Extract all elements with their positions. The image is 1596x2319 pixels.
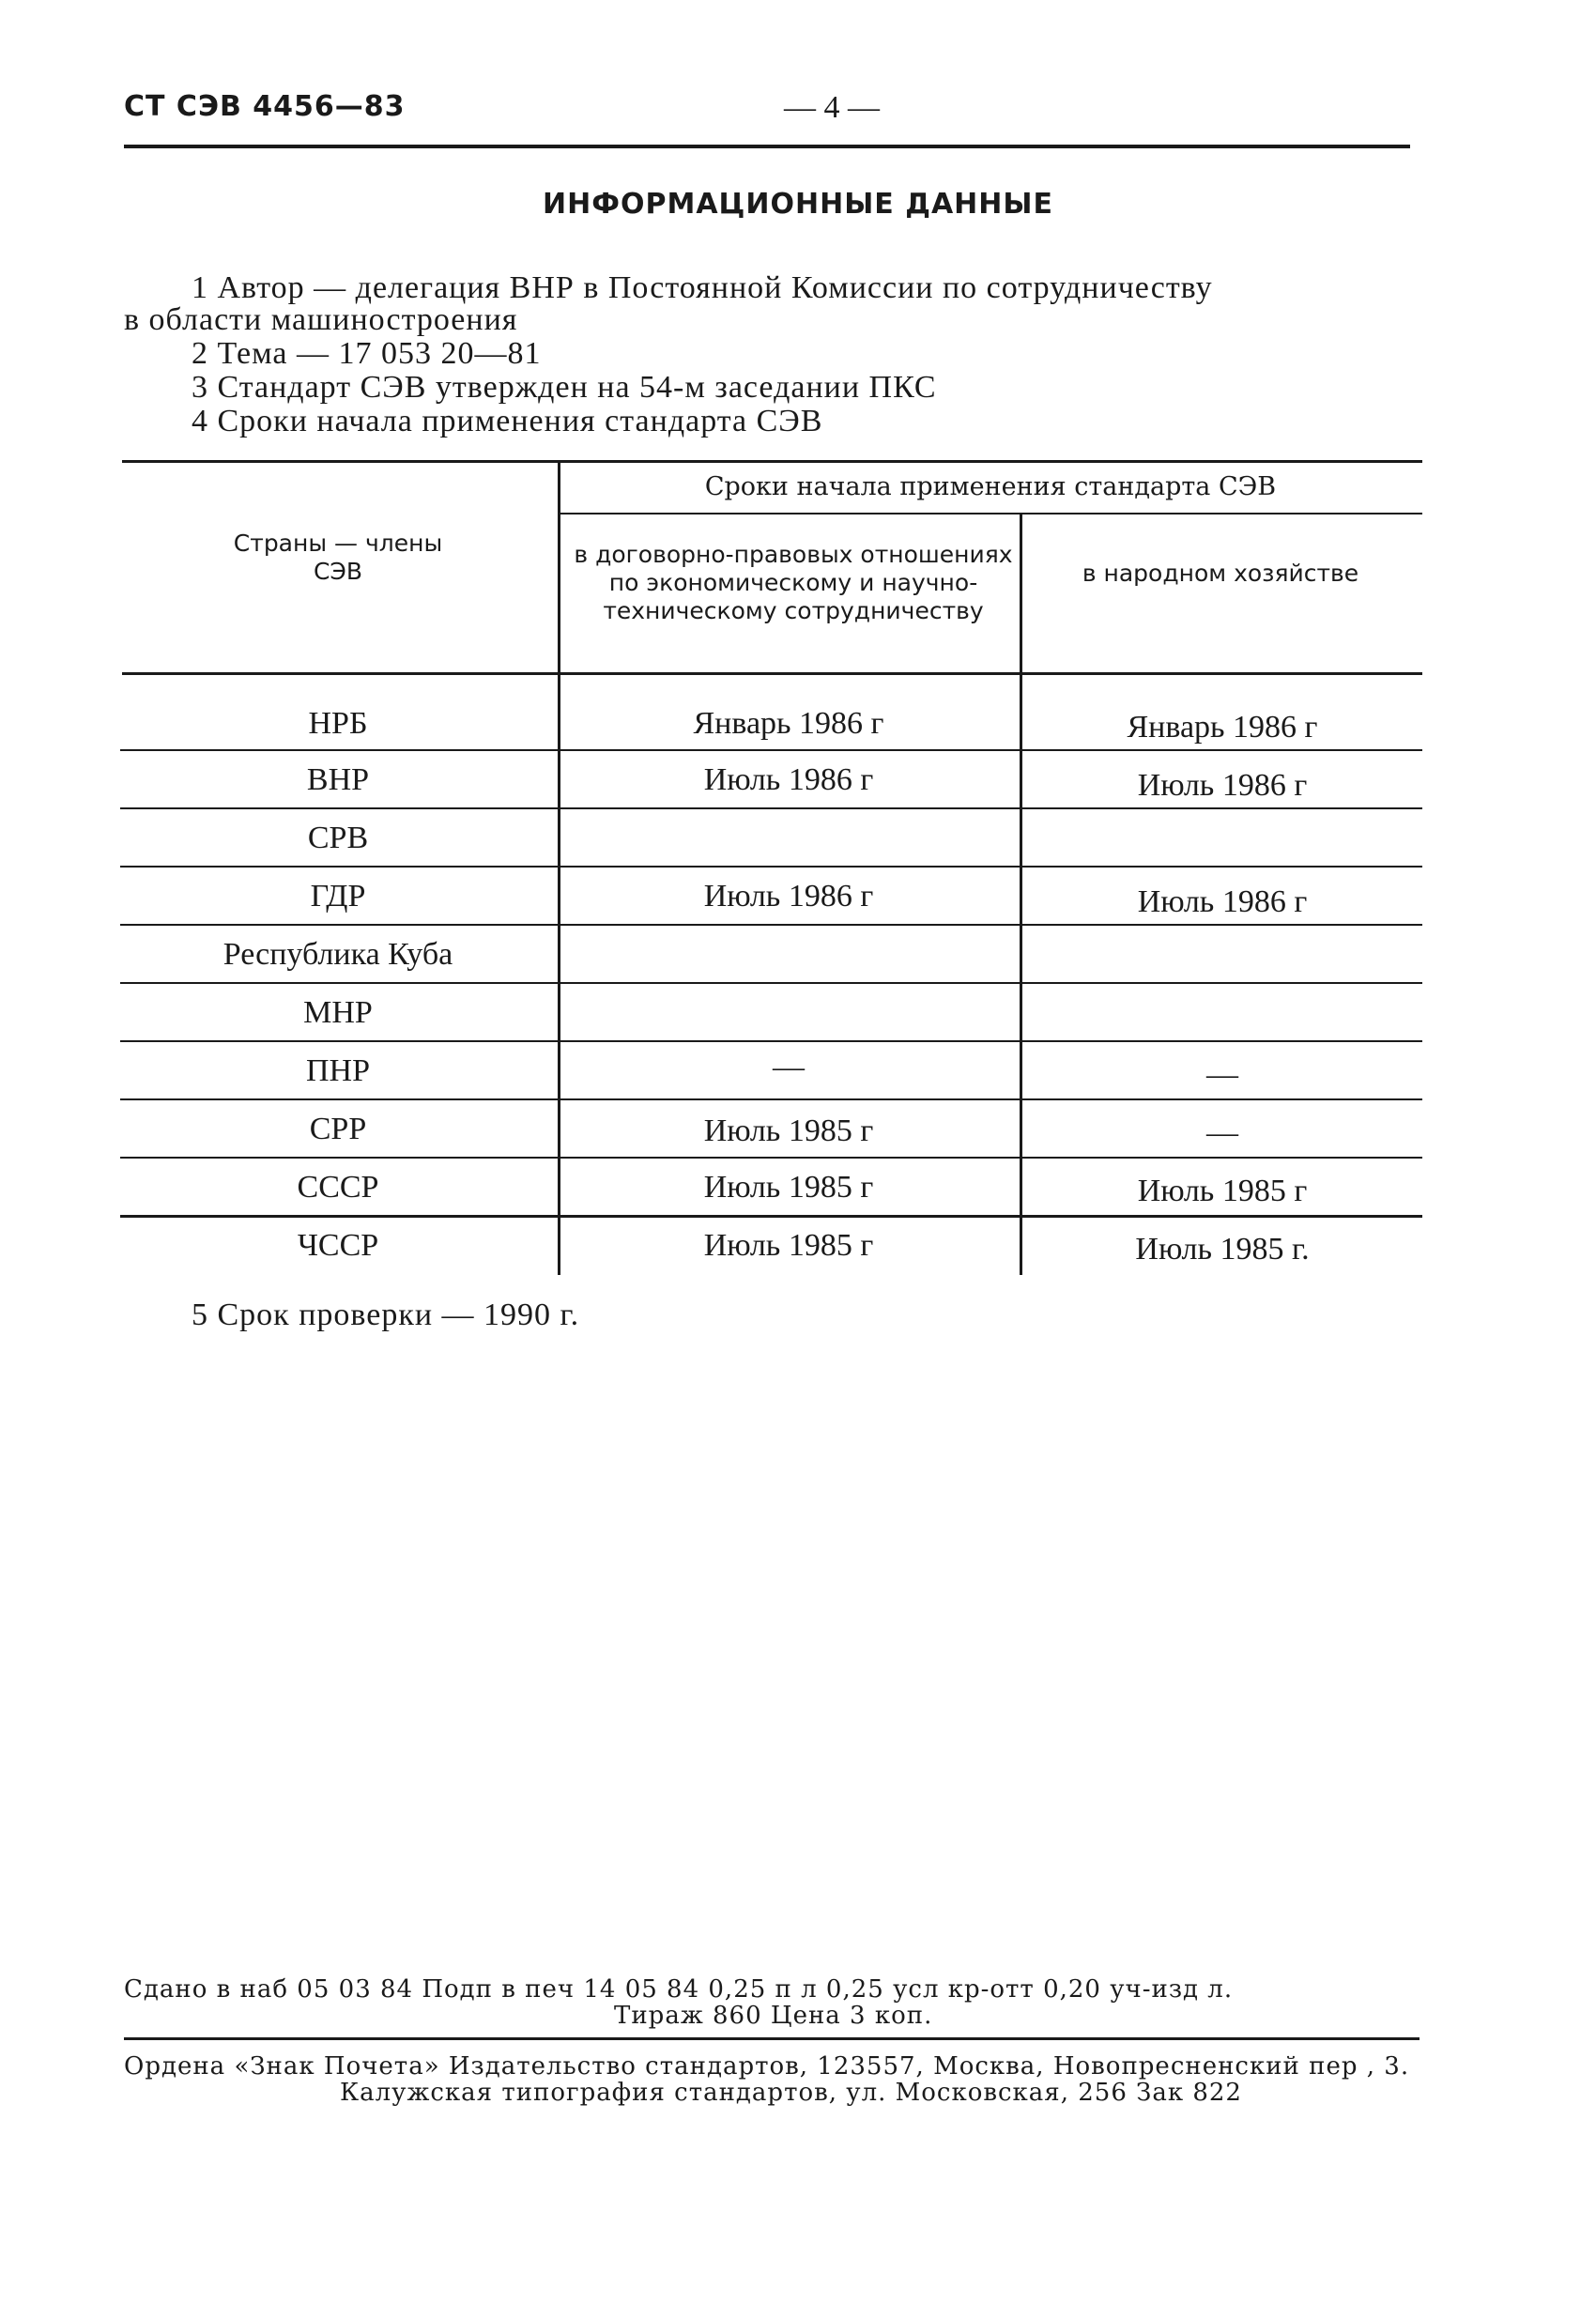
cell-country: Республика Куба — [223, 937, 453, 972]
item-3: 3 Стандарт СЭВ утвержден на 54-м заседании ПКС — [192, 370, 937, 405]
header-bottom-rule — [122, 672, 1422, 675]
header-rule — [124, 145, 1410, 148]
cell-country: ВНР — [306, 762, 370, 797]
cell-country: НРБ — [308, 706, 368, 741]
cell-economy: Июль 1985 г. — [1135, 1232, 1310, 1267]
footer-rule — [124, 2037, 1420, 2040]
cell-economy: Июль 1985 г — [1137, 1174, 1308, 1208]
page-title: ИНФОРМАЦИОННЫЕ ДАННЫЕ — [543, 188, 1053, 221]
imprint-line-1: Сдано в наб 05 03 84 Подп в печ 14 05 84 0,25 п л 0,25 усл кр-отт 0,20 уч-изд л. — [124, 1975, 1234, 2004]
cell-country: СССР — [297, 1170, 379, 1205]
cell-economy: — — [1206, 1115, 1238, 1150]
item-1-line-1: 1 Автор — делегация ВНР в Постоянной Комиссии по сотрудничеству — [192, 270, 1213, 305]
cell-contract: Июль 1985 г — [703, 1170, 874, 1205]
cell-economy: Июль 1986 г — [1137, 768, 1308, 803]
col-header-economy: в народном хозяйстве — [1082, 560, 1359, 587]
cell-contract: Январь 1986 г — [693, 706, 884, 741]
col-header-contract: в договорно-правовых отношениях по экономическому и научно-техническому сотрудничеству — [574, 541, 1013, 624]
table-top-rule — [122, 460, 1422, 463]
item-2: 2 Тема — 17 053 20—81 — [192, 336, 542, 371]
cell-contract: Июль 1985 г — [703, 1113, 874, 1148]
cell-country: СРВ — [307, 821, 369, 855]
cell-country: ГДР — [310, 879, 366, 914]
row-rule — [120, 1157, 1422, 1159]
row-rule — [120, 1098, 1422, 1100]
cell-country: СРР — [309, 1112, 367, 1146]
cell-country: ПНР — [305, 1053, 371, 1088]
imprint-line-3: Ордена «Знак Почета» Издательство стандартов, 123557, Москва, Новопресненский пер , 3. — [124, 2052, 1410, 2081]
row-rule — [120, 982, 1422, 984]
cell-economy: Январь 1986 г — [1127, 710, 1318, 745]
item-5: 5 Срок проверки — 1990 г. — [192, 1298, 580, 1332]
cell-contract: Июль 1986 г — [703, 762, 874, 797]
cell-country: МНР — [303, 995, 373, 1030]
item-1-line-2: в области машиностроения — [124, 302, 518, 337]
group-header-rule — [560, 513, 1422, 514]
col-header-group: Сроки начала применения стандарта СЭВ — [704, 472, 1277, 501]
imprint-line-4: Калужская типография стандартов, ул. Московская, 256 Зак 822 — [340, 2079, 1242, 2107]
page-number: — 4 — — [784, 90, 880, 125]
cell-economy: — — [1206, 1057, 1238, 1092]
cell-country: ЧССР — [297, 1228, 379, 1263]
col-header-countries: Страны — члены СЭВ — [233, 530, 443, 585]
imprint-line-2: Тираж 860 Цена 3 коп. — [614, 2002, 933, 2030]
row-rule — [120, 1215, 1422, 1218]
cell-contract: Июль 1985 г — [703, 1228, 874, 1263]
cell-economy: Июль 1986 г — [1137, 884, 1308, 919]
col-divider-1 — [558, 460, 560, 1275]
col-divider-2 — [1020, 514, 1022, 1275]
cell-contract: Июль 1986 г — [703, 879, 874, 914]
cell-contract: — — [773, 1050, 805, 1084]
row-rule — [120, 1040, 1422, 1042]
item-4: 4 Сроки начала применения стандарта СЭВ — [192, 404, 823, 438]
row-rule — [120, 866, 1422, 868]
standard-code: СТ СЭВ 4456—83 — [124, 90, 406, 123]
